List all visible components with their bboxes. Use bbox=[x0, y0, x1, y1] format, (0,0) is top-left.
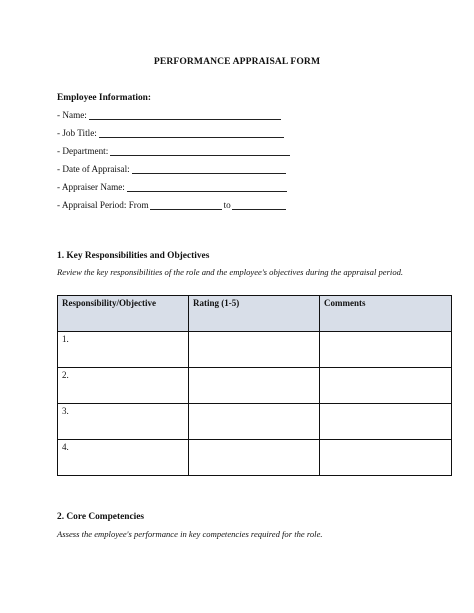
department-field bbox=[57, 144, 290, 156]
department-input-line[interactable] bbox=[110, 145, 290, 156]
header-rating: Rating (1-5) bbox=[189, 296, 320, 332]
header-responsibility: Responsibility/Objective bbox=[58, 296, 189, 332]
form-title: PERFORMANCE APPRAISAL FORM bbox=[153, 56, 321, 67]
table-row bbox=[58, 368, 452, 404]
employee-info-heading: Employee Information: bbox=[57, 93, 152, 103]
period-to-label: to bbox=[223, 200, 231, 210]
table-row bbox=[58, 404, 452, 440]
period-to-input-line[interactable] bbox=[232, 199, 286, 210]
job-title-label: - Job Title: bbox=[57, 128, 97, 138]
job-title-field bbox=[57, 126, 284, 138]
date-of-appraisal-field bbox=[57, 162, 286, 174]
section2-instruction: Assess the employee's performance in key competencies required for the role. bbox=[57, 529, 323, 539]
appraiser-name-input-line[interactable] bbox=[127, 181, 287, 192]
job-title-input-line[interactable] bbox=[99, 127, 284, 138]
rating-cell[interactable] bbox=[189, 404, 320, 440]
date-of-appraisal-input-line[interactable] bbox=[132, 163, 286, 174]
responsibility-cell[interactable]: 2. bbox=[58, 368, 189, 404]
responsibility-cell[interactable]: 3. bbox=[58, 404, 189, 440]
appraisal-period-label: - Appraisal Period: From bbox=[57, 200, 149, 210]
section2-heading: 2. Core Competencies bbox=[57, 512, 145, 522]
table-row bbox=[58, 440, 452, 476]
appraisal-period-field bbox=[57, 198, 286, 210]
appraiser-name-label: - Appraiser Name: bbox=[57, 182, 125, 192]
name-field bbox=[57, 108, 281, 120]
comments-cell[interactable] bbox=[320, 440, 452, 476]
name-label: - Name: bbox=[57, 110, 87, 120]
responsibility-cell[interactable]: 4. bbox=[58, 440, 189, 476]
section1-instruction: Review the key responsibilities of the role and the employee's objectives during the appraisal period. bbox=[57, 267, 404, 277]
comments-cell[interactable] bbox=[320, 332, 452, 368]
comments-cell[interactable] bbox=[320, 368, 452, 404]
table-row bbox=[58, 332, 452, 368]
section1-heading: 1. Key Responsibilities and Objectives bbox=[57, 251, 210, 261]
responsibilities-table bbox=[57, 295, 452, 476]
responsibility-cell[interactable]: 1. bbox=[58, 332, 189, 368]
comments-cell[interactable] bbox=[320, 404, 452, 440]
rating-cell[interactable] bbox=[189, 332, 320, 368]
department-label: - Department: bbox=[57, 146, 109, 156]
appraiser-name-field bbox=[57, 180, 287, 192]
date-of-appraisal-label: - Date of Appraisal: bbox=[57, 164, 130, 174]
table-header-row bbox=[58, 296, 452, 332]
rating-cell[interactable] bbox=[189, 440, 320, 476]
period-from-input-line[interactable] bbox=[150, 199, 222, 210]
header-comments: Comments bbox=[320, 296, 452, 332]
rating-cell[interactable] bbox=[189, 368, 320, 404]
name-input-line[interactable] bbox=[89, 109, 281, 120]
